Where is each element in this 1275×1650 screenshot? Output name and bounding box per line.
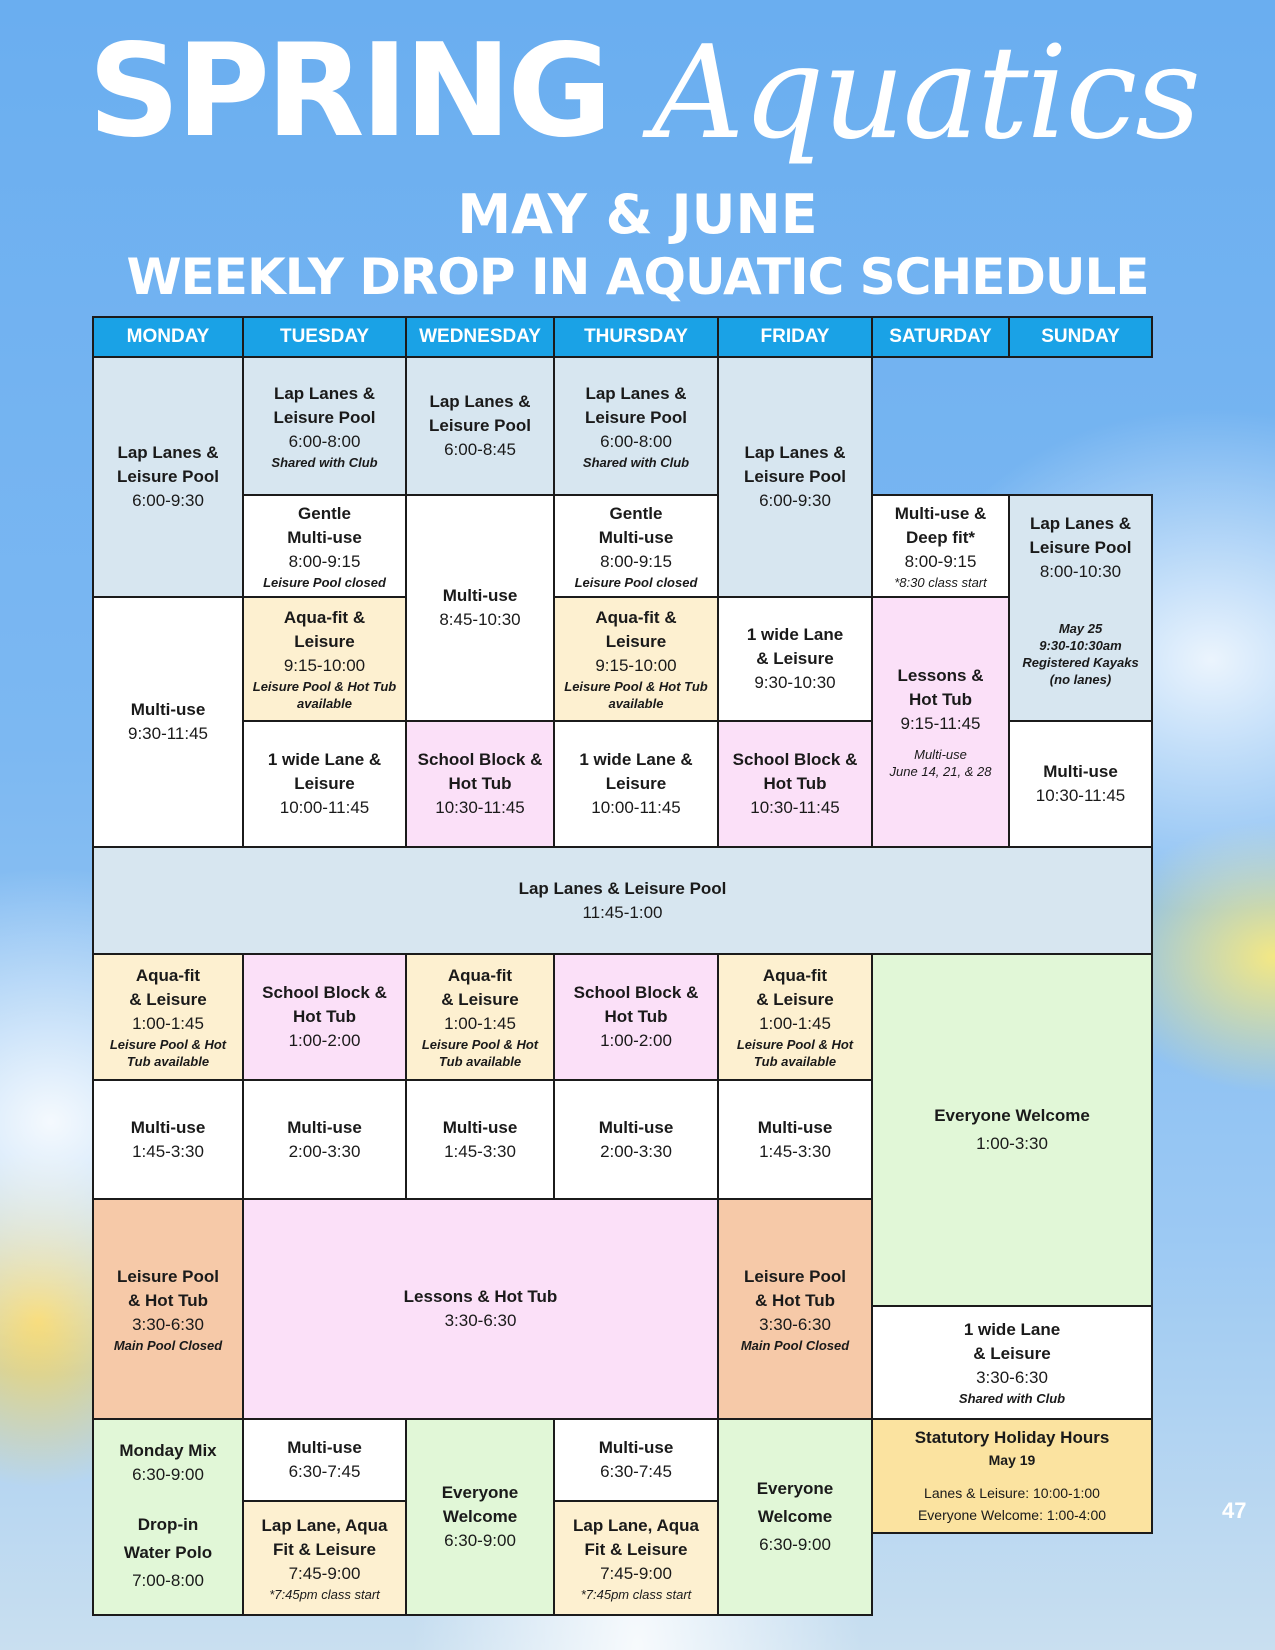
- schedule-cell-mon-aqua: Aqua-fit & Leisure 1:00-1:45 Leisure Pool & Hot Tub available: [92, 953, 244, 1081]
- schedule-cell-tue-lap: Lap Lanes & Leisure Pool 6:00-8:00 Shared with Club: [242, 356, 407, 496]
- day-header-friday: FRIDAY: [717, 316, 873, 358]
- day-header-monday: MONDAY: [92, 316, 244, 358]
- schedule-cell-wed-lap: Lap Lanes & Leisure Pool 6:00-8:45: [405, 356, 555, 496]
- schedule-cell-tue-lap-aqua: Lap Lane, Aqua Fit & Leisure 7:45-9:00 *7:45pm class start: [242, 1500, 407, 1616]
- schedule-cell-tue-wide: 1 wide Lane & Leisure 10:00-11:45: [242, 720, 407, 848]
- title-spring: SPRING: [88, 17, 609, 166]
- schedule-cell-mid-lessons: Lessons & Hot Tub 3:30-6:30: [242, 1198, 719, 1420]
- schedule-cell-mon-leisure: Leisure Pool & Hot Tub 3:30-6:30 Main Pool Closed: [92, 1198, 244, 1420]
- schedule-cell-fri-school: School Block & Hot Tub 10:30-11:45: [717, 720, 873, 848]
- schedule-cell-wed-aqua: Aqua-fit & Leisure 1:00-1:45 Leisure Pool & Hot Tub available: [405, 953, 555, 1081]
- schedule-cell-thu-wide: 1 wide Lane & Leisure 10:00-11:45: [553, 720, 719, 848]
- schedule-cell-fri-lap: Lap Lanes & Leisure Pool 6:00-9:30: [717, 356, 873, 598]
- schedule-cell-thu-multi-pm: Multi-use 2:00-3:30: [553, 1079, 719, 1200]
- day-header-sunday: SUNDAY: [1008, 316, 1153, 358]
- holiday-hours-box: Statutory Holiday Hours May 19 Lanes & Leisure: 10:00-1:00 Everyone Welcome: 1:00-4:00: [871, 1418, 1153, 1534]
- schedule-cell-tue-aqua: Aqua-fit & Leisure 9:15-10:00 Leisure Pool & Hot Tub available: [242, 596, 407, 722]
- schedule-cell-sat-lessons: Lessons & Hot Tub 9:15-11:45 Multi-use June 14, 21, & 28: [871, 596, 1010, 848]
- title-aquatics: Aquatics: [652, 19, 1199, 168]
- schedule-cell-tue-multi-pm: Multi-use 2:00-3:30: [242, 1079, 407, 1200]
- schedule-cell-wed-school: School Block & Hot Tub 10:30-11:45: [405, 720, 555, 848]
- schedule-cell-sun-multi: Multi-use 10:30-11:45: [1008, 720, 1153, 848]
- schedule-cell-fri-aqua: Aqua-fit & Leisure 1:00-1:45 Leisure Pool & Hot Tub available: [717, 953, 873, 1081]
- schedule-cell-thu-school: School Block & Hot Tub 1:00-2:00: [553, 953, 719, 1081]
- title-schedule: WEEKLY DROP IN AQUATIC SCHEDULE: [126, 248, 1149, 306]
- day-header-thursday: THURSDAY: [553, 316, 719, 358]
- day-header-saturday: SATURDAY: [871, 316, 1010, 358]
- page-number: 47: [1222, 1498, 1247, 1523]
- schedule-cell-mon-multi: Multi-use 9:30-11:45: [92, 596, 244, 848]
- schedule-cell-fri-wide: 1 wide Lane & Leisure 9:30-10:30: [717, 596, 873, 722]
- schedule-cell-tue-gentle: Gentle Multi-use 8:00-9:15 Leisure Pool closed: [242, 494, 407, 598]
- schedule-cell-noon-lap: Lap Lanes & Leisure Pool 11:45-1:00: [92, 846, 1153, 955]
- schedule-cell-thu-multi-eve: Multi-use 6:30-7:45: [553, 1418, 719, 1502]
- schedule-cell-weekend-wide: 1 wide Lane & Leisure 3:30-6:30 Shared with Club: [871, 1305, 1153, 1420]
- title-dates: MAY & JUNE: [457, 183, 818, 246]
- schedule-cell-mon-lap: Lap Lanes & Leisure Pool 6:00-9:30: [92, 356, 244, 598]
- schedule-cell-fri-multi-pm: Multi-use 1:45-3:30: [717, 1079, 873, 1200]
- schedule-cell-wed-everyone: Everyone Welcome 6:30-9:00: [405, 1418, 555, 1616]
- schedule-cell-thu-lap: Lap Lanes & Leisure Pool 6:00-8:00 Shared with Club: [553, 356, 719, 496]
- schedule-cell-fri-leisure: Leisure Pool & Hot Tub 3:30-6:30 Main Pool Closed: [717, 1198, 873, 1420]
- schedule-cell-weekend-everyone: Everyone Welcome 1:00-3:30: [871, 953, 1153, 1307]
- schedule-cell-fri-everyone: Everyone Welcome 6:30-9:00: [717, 1418, 873, 1616]
- schedule-cell-wed-multi-pm: Multi-use 1:45-3:30: [405, 1079, 555, 1200]
- schedule-cell-thu-gentle: Gentle Multi-use 8:00-9:15 Leisure Pool closed: [553, 494, 719, 598]
- day-header-tuesday: TUESDAY: [242, 316, 407, 358]
- schedule-cell-wed-multi: Multi-use 8:45-10:30: [405, 494, 555, 722]
- schedule-cell-thu-aqua: Aqua-fit & Leisure 9:15-10:00 Leisure Pool & Hot Tub available: [553, 596, 719, 722]
- schedule-cell-thu-lap-aqua: Lap Lane, Aqua Fit & Leisure 7:45-9:00 *7:45pm class start: [553, 1500, 719, 1616]
- schedule-cell-mon-evening: Monday Mix 6:30-9:00 Drop-in Water Polo 7:00-8:00: [92, 1418, 244, 1616]
- schedule-cell-mon-multi-pm: Multi-use 1:45-3:30: [92, 1079, 244, 1200]
- day-header-wednesday: WEDNESDAY: [405, 316, 555, 358]
- schedule-cell-tue-multi-eve: Multi-use 6:30-7:45: [242, 1418, 407, 1502]
- schedule-cell-tue-school: School Block & Hot Tub 1:00-2:00: [242, 953, 407, 1081]
- schedule-cell-sat-deep: Multi-use & Deep fit* 8:00-9:15 *8:30 class start: [871, 494, 1010, 598]
- schedule-cell-sun-lap: Lap Lanes & Leisure Pool 8:00-10:30 May 25 9:30-10:30am Registered Kayaks (no lanes): [1008, 494, 1153, 722]
